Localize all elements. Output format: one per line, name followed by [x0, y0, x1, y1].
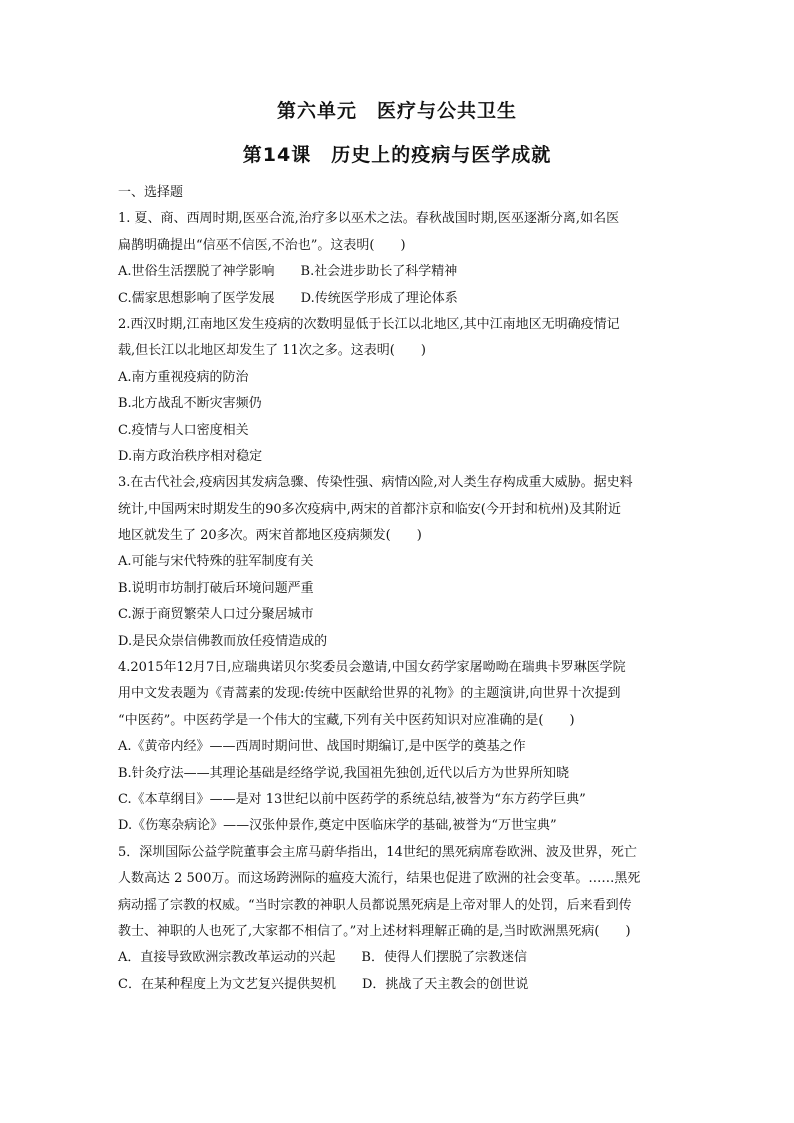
text-line: 病动摇了宗教的权威。“当时宗教的神职人员都说黑死病是上帝对罪人的处罚，后来看到传	[118, 897, 632, 913]
text-line: 地区就发生了 20多次。两宋首都地区疫病频发( )	[118, 528, 422, 544]
lesson-title: 第14课 历史上的疫病与医学成就	[242, 144, 552, 166]
text-line: 载,但长江以北地区却发生了 11次之多。这表明( )	[118, 343, 426, 359]
option-line: C.《本草纲目》——是对 13世纪以前中医药学的系统总结,被誉为“东方药学巨典”	[118, 791, 586, 807]
option-line: D.南方政治秩序相对稳定	[118, 448, 263, 464]
text-line: “中医药”。中医药学是一个伟大的宝藏,下列有关中医药知识对应准确的是( )	[118, 712, 575, 728]
text-line: 1. 夏、商、西周时期,医巫合流,治疗多以巫术之法。春秋战国时期,医巫逐渐分离,如名医	[118, 211, 620, 227]
unit-title: 第六单元 医疗与公共卫生	[276, 100, 517, 122]
text-line: 2.西汉时期,江南地区发生疫病的次数明显低于长江以北地区,其中江南地区无明确疫情记	[118, 316, 620, 332]
option-line: A.世俗生活摆脱了神学影响 B.社会进步助长了科学精神	[118, 264, 458, 280]
option-line: D.《伤寒杂病论》——汉张仲景作,奠定中医临床学的基础,被誉为“万世宝典”	[118, 818, 557, 834]
text-line: 用中文发表题为《青蒿素的发现:传统中医献给世界的礼物》的主题演讲,向世界十次提到	[118, 686, 621, 702]
option-line: A.《黄帝内经》——西周时期问世、战国时期编订,是中医学的奠基之作	[118, 739, 526, 755]
text-line: 3.在古代社会,疫病因其发病急骤、传染性强、病情凶险,对人类生存构成重大威胁。据史料	[118, 475, 633, 491]
text-line: 教士、神职的人也死了,大家都不相信了。”对上述材料理解正确的是,当时欧洲黑死病( )	[118, 923, 631, 939]
option-line: A.可能与宋代特殊的驻军制度有关	[118, 554, 314, 570]
option-line: B.北方战乱不断灾害频仍	[118, 396, 262, 412]
question-content	[118, 180, 690, 998]
option-line: B.针灸疗法——其理论基础是经络学说,我国祖先独创,近代以后方为世界所知晓	[118, 765, 569, 781]
section-heading: 一、选择题	[118, 185, 184, 200]
text-line: 4.2015年12月7日,应瑞典诺贝尔奖委员会邀请,中国女药学家屠呦呦在瑞典卡罗琳医学院	[118, 660, 626, 676]
text-line: 人数高达 2 500万。而这场跨洲际的瘟疫大流行，结果也促进了欧洲的社会变革。……黑死	[118, 871, 641, 887]
option-line: C.疫情与人口密度相关	[118, 422, 249, 438]
option-line: C．在某种程度上为文艺复兴提供契机 D．挑战了天主教会的创世说	[118, 976, 529, 992]
option-line: A．直接导致欧洲宗教改革运动的兴起 B．使得人们摆脱了宗教迷信	[118, 950, 527, 966]
option-line: D.是民众崇信佛教而放任疫情造成的	[118, 633, 328, 649]
option-line: A.南方重视疫病的防治	[118, 369, 249, 385]
text-line: 扁鹊明确提出“信巫不信医,不治也”。这表明( )	[118, 237, 406, 253]
text-line: 统计,中国两宋时期发生的90多次疫病中,两宋的首都汴京和临安(今开封和杭州)及其附近	[118, 501, 621, 517]
text-line: 5．深圳国际公益学院董事会主席马蔚华指出，14世纪的黑死病席卷欧洲、波及世界，死亡	[118, 844, 637, 860]
option-line: B.说明市坊制打破后环境问题严重	[118, 580, 314, 596]
option-line: C.源于商贸繁荣人口过分聚居城市	[118, 607, 314, 623]
option-line: C.儒家思想影响了医学发展 D.传统医学形成了理论体系	[118, 290, 458, 306]
